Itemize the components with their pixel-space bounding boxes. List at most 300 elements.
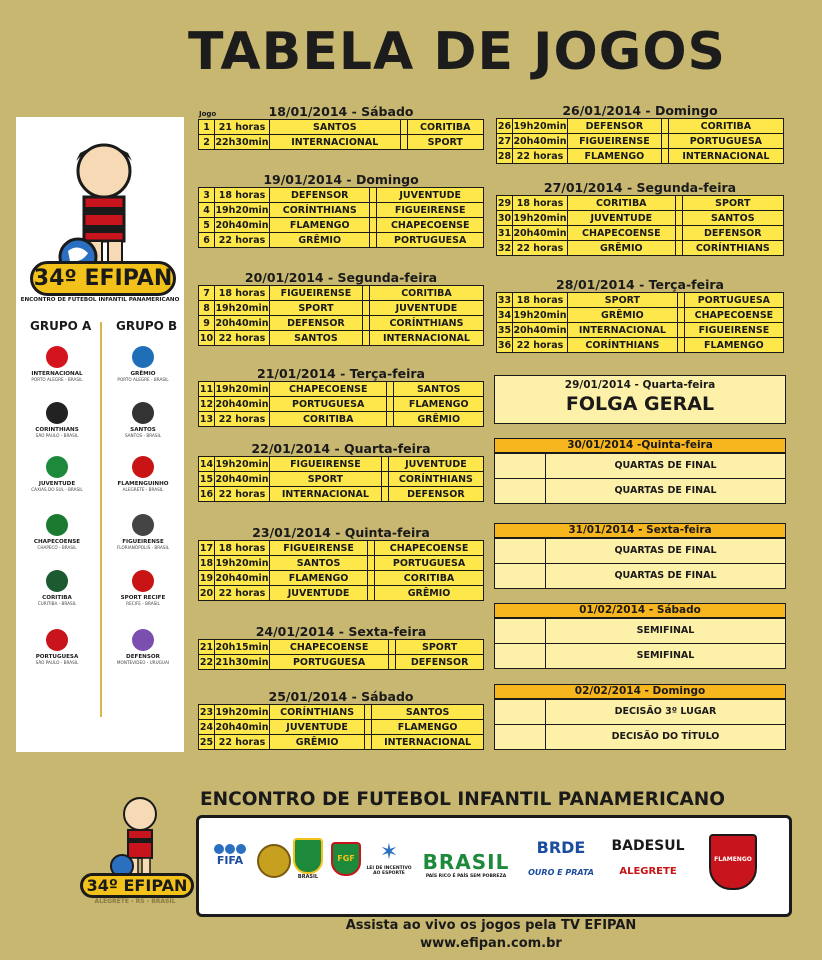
vs-spacer — [370, 188, 377, 203]
game-number: 11 — [199, 383, 214, 395]
phase-match-label: QUARTAS DE FINAL — [614, 545, 717, 556]
home-team: SANTOS — [270, 556, 368, 571]
game-row — [199, 301, 484, 316]
team-group-b-2 — [108, 456, 178, 492]
away-team: PORTUGUESA — [375, 556, 484, 571]
team-name: FIGUEIRENSE — [122, 539, 164, 545]
home-team: CORÍNTHIANS — [270, 203, 370, 218]
games-table — [496, 195, 784, 256]
game-time: 19h20min — [215, 204, 269, 216]
home-team: DEFENSOR — [568, 119, 662, 134]
away-team: JUVENTUDE — [377, 188, 484, 203]
phase-match-label: SEMIFINAL — [636, 625, 695, 636]
away-team: SANTOS — [372, 705, 484, 720]
game-number: 3 — [199, 188, 215, 203]
game-time: 18 horas — [215, 286, 270, 301]
match-day — [198, 104, 484, 150]
game-row — [199, 218, 484, 233]
match-day-title: 24/01/2014 - Sexta-feira — [255, 624, 427, 639]
lei-incentivo-logo: ✶ LEI DE INCENTIVO AO ESPORTE — [366, 840, 412, 876]
away-team: DEFENSOR — [388, 487, 483, 502]
game-number: 8 — [199, 301, 215, 316]
website-link[interactable]: www.efipan.com.br — [420, 936, 562, 951]
footer-title: ENCONTRO DE FUTEBOL INFANTIL PANAMERICANO — [200, 789, 726, 810]
game-number: 28 — [497, 150, 512, 162]
match-day-title: 20/01/2014 - Segunda-feira — [244, 270, 438, 285]
phase-match-row — [495, 618, 785, 643]
finals-phase — [494, 523, 786, 589]
phase-match-label: DECISÃO DO TÍTULO — [611, 731, 720, 742]
phase-match-number — [495, 700, 546, 724]
game-row — [497, 226, 784, 241]
team-group-a-2 — [22, 456, 92, 492]
vs-spacer — [675, 211, 682, 226]
team-group-b-0 — [108, 346, 178, 382]
home-team: FLAMENGO — [270, 571, 368, 586]
home-team: GRÊMIO — [270, 233, 370, 248]
phase-match-label: QUARTAS DE FINAL — [614, 570, 717, 581]
away-team: FLAMENGO — [372, 720, 484, 735]
game-number: 13 — [199, 413, 214, 425]
game-number: 33 — [497, 294, 512, 306]
games-table — [198, 639, 484, 670]
home-team: CORITIBA — [270, 412, 387, 427]
home-team: INTERNACIONAL — [270, 487, 382, 502]
team-location: RECIFE - BRASIL — [126, 601, 160, 606]
game-number: 17 — [199, 542, 214, 554]
game-time: 18 horas — [513, 293, 568, 308]
match-day — [496, 103, 784, 164]
away-team: PORTUGUESA — [668, 134, 783, 149]
game-time: 22 horas — [215, 233, 270, 248]
match-day-title: 26/01/2014 - Domingo — [562, 103, 718, 118]
game-time: 19h20min — [513, 212, 567, 224]
vs-spacer — [387, 382, 394, 397]
badesul-logo: BADESUL — [611, 838, 685, 854]
game-row — [199, 655, 484, 670]
game-number: 29 — [497, 197, 512, 209]
folga-box — [494, 375, 786, 424]
game-time: 22 horas — [513, 338, 568, 353]
home-team: FLAMENGO — [568, 149, 662, 164]
cbf-logo: BRASIL — [293, 838, 323, 880]
game-number: 19 — [199, 572, 214, 584]
away-team: SPORT — [407, 135, 483, 150]
team-location: CHAPECÓ - BRASIL — [37, 545, 77, 550]
game-row — [199, 541, 484, 556]
away-team: SANTOS — [394, 382, 484, 397]
home-team: FIGUEIRENSE — [270, 541, 368, 556]
match-day-title: 19/01/2014 - Domingo — [263, 172, 419, 187]
phase-match-row — [495, 699, 785, 724]
game-number: 23 — [199, 706, 214, 718]
game-number: 30 — [497, 212, 512, 224]
game-row — [199, 586, 484, 601]
vs-spacer — [381, 487, 388, 502]
game-number: 22 — [199, 656, 214, 668]
match-day-title: 25/01/2014 - Sábado — [268, 689, 414, 704]
game-time: 22 horas — [215, 412, 270, 427]
away-team: PORTUGUESA — [377, 233, 484, 248]
team-location: ALEGRETE - BRASIL — [122, 487, 164, 492]
away-team: FIGUEIRENSE — [684, 323, 783, 338]
game-time: 18 horas — [215, 541, 270, 556]
alegrete-logo: ALEGRETE — [619, 866, 677, 877]
game-time: 19h20min — [215, 706, 269, 718]
game-number: 10 — [199, 332, 214, 344]
match-day-title: 28/01/2014 - Terça-feira — [556, 277, 724, 292]
home-team: CHAPECOENSE — [568, 226, 676, 241]
game-time: 21 horas — [215, 120, 270, 135]
team-crest-icon — [46, 346, 68, 368]
game-row — [497, 134, 784, 149]
vs-spacer — [368, 571, 375, 586]
home-team: CORÍNTHIANS — [568, 338, 678, 353]
game-number: 14 — [199, 458, 214, 470]
vs-spacer — [677, 338, 684, 353]
phase-match-label: QUARTAS DE FINAL — [614, 460, 717, 471]
team-crest-icon — [132, 570, 154, 592]
vs-spacer — [362, 316, 369, 331]
game-time: 20h40min — [513, 227, 567, 239]
vs-spacer — [661, 149, 668, 164]
vs-spacer — [675, 226, 682, 241]
away-team: CORITIBA — [668, 119, 783, 134]
game-time: 21h30min — [215, 656, 269, 668]
team-name: GRÊMIO — [130, 371, 156, 377]
game-row — [199, 705, 484, 720]
game-number: 2 — [199, 135, 215, 150]
away-team: CHAPECOENSE — [375, 541, 484, 556]
folga-date: 29/01/2014 - Quarta-feira — [564, 379, 716, 391]
team-name: INTERNACIONAL — [31, 371, 83, 377]
away-team: CORITIBA — [407, 120, 483, 135]
game-number: 16 — [199, 488, 214, 500]
page-title: TABELA DE JOGOS — [188, 22, 726, 82]
group-divider — [100, 322, 102, 717]
phase-match-number — [495, 725, 546, 749]
finals-phase — [494, 684, 786, 750]
game-time: 19h20min — [215, 302, 269, 314]
phase-match-number — [495, 539, 546, 563]
games-table — [198, 381, 484, 427]
match-day-title: 22/01/2014 - Quarta-feira — [251, 441, 431, 456]
fgf-logo: FGF — [331, 842, 361, 876]
vs-spacer — [381, 457, 388, 472]
games-table — [496, 118, 784, 164]
match-day — [198, 624, 484, 670]
game-row — [199, 397, 484, 412]
vs-spacer — [368, 556, 375, 571]
home-team: DEFENSOR — [270, 316, 363, 331]
finals-phase — [494, 438, 786, 504]
away-team: INTERNACIONAL — [372, 735, 484, 750]
home-team: FIGUEIRENSE — [270, 457, 382, 472]
away-team: CORÍNTHIANS — [388, 472, 483, 487]
vs-spacer — [400, 120, 407, 135]
game-row — [199, 640, 484, 655]
phase-match-row — [495, 538, 785, 563]
game-time: 22 horas — [215, 735, 270, 750]
phase-match-label: SEMIFINAL — [636, 650, 695, 661]
sponsors-panel — [196, 815, 792, 917]
home-team: INTERNACIONAL — [270, 135, 401, 150]
vs-spacer — [365, 705, 372, 720]
team-name: JUVENTUDE — [38, 481, 76, 487]
team-crest-icon — [132, 514, 154, 536]
vs-spacer — [368, 586, 375, 601]
team-group-a-5 — [22, 629, 92, 665]
games-table — [198, 285, 484, 346]
game-row — [199, 120, 484, 135]
vs-spacer — [370, 203, 377, 218]
efipan-subtitle: ENCONTRO DE FUTEBOL INFANTIL PANAMERICANO — [20, 297, 180, 303]
vs-spacer — [400, 135, 407, 150]
game-time: 20h40min — [215, 219, 269, 231]
vs-spacer — [381, 472, 388, 487]
game-row — [497, 308, 784, 323]
game-number: 15 — [199, 473, 214, 485]
away-team: CHAPECOENSE — [684, 308, 783, 323]
team-group-b-3 — [108, 514, 178, 550]
team-group-a-1 — [22, 402, 92, 438]
group-a-label: GRUPO A — [30, 319, 92, 333]
game-number: 31 — [497, 227, 512, 239]
team-name: PORTUGUESA — [35, 654, 79, 660]
home-team: GRÊMIO — [568, 308, 678, 323]
group-b-label: GRUPO B — [116, 319, 178, 333]
game-row — [497, 293, 784, 308]
games-table — [198, 704, 484, 750]
home-team: SANTOS — [270, 120, 401, 135]
away-team: JUVENTUDE — [388, 457, 483, 472]
away-team: SPORT — [396, 640, 484, 655]
game-number: 36 — [497, 339, 512, 351]
home-team: FIGUEIRENSE — [270, 286, 363, 301]
game-row — [199, 457, 484, 472]
match-day — [198, 366, 484, 427]
team-crest-icon — [46, 629, 68, 651]
watch-text: Assista ao vivo os jogos pela TV EFIPAN — [345, 918, 637, 933]
team-name: DEFENSOR — [126, 654, 160, 660]
match-day-title: 23/01/2014 - Quinta-feira — [252, 525, 430, 540]
game-row — [199, 382, 484, 397]
folga-text: FOLGA GERAL — [565, 393, 715, 415]
game-row — [199, 331, 484, 346]
team-name: CORITIBA — [42, 595, 72, 601]
match-day — [198, 270, 484, 346]
away-team: CORITIBA — [375, 571, 484, 586]
vs-spacer — [677, 308, 684, 323]
away-team: FIGUEIRENSE — [377, 203, 484, 218]
match-day-title: 21/01/2014 - Terça-feira — [257, 366, 425, 381]
game-time: 18 horas — [513, 196, 568, 211]
game-time: 20h40min — [513, 324, 567, 336]
game-number: 35 — [497, 324, 512, 336]
away-team: CORÍNTHIANS — [682, 241, 783, 256]
game-time: 22h30min — [215, 136, 269, 148]
away-team: FLAMENGO — [684, 338, 783, 353]
team-crest-icon — [46, 402, 68, 424]
match-day — [198, 525, 484, 601]
team-group-a-4 — [22, 570, 92, 606]
home-team: CHAPECOENSE — [270, 382, 387, 397]
game-time: 20h40min — [215, 317, 269, 329]
vs-spacer — [368, 541, 375, 556]
brasil-gov-logo: BRASIL PAÍS RICO É PAÍS SEM POBREZA — [422, 850, 510, 879]
game-row — [497, 119, 784, 134]
match-day-title: 18/01/2014 - Sábado — [268, 104, 414, 119]
home-team: SPORT — [568, 293, 678, 308]
home-team: SPORT — [270, 301, 363, 316]
team-crest-icon — [46, 456, 68, 478]
ouro-e-prata-logo: OURO E PRATA — [528, 868, 594, 877]
away-team: GRÊMIO — [375, 586, 484, 601]
game-time: 19h20min — [215, 557, 269, 569]
match-day — [198, 441, 484, 502]
phase-match-row — [495, 724, 785, 749]
home-team: JUVENTUDE — [568, 211, 676, 226]
vs-spacer — [661, 134, 668, 149]
footer-efipan-logo: 34º EFIPAN — [80, 873, 194, 898]
vs-spacer — [365, 735, 372, 750]
game-number: 32 — [497, 242, 512, 254]
team-crest-icon — [132, 629, 154, 651]
game-number: 4 — [199, 203, 215, 218]
phase-match-number — [495, 644, 546, 668]
sidebar-groups — [16, 117, 184, 752]
home-team: PORTUGUESA — [270, 655, 389, 670]
away-team: CORÍNTHIANS — [369, 316, 483, 331]
home-team: SPORT — [270, 472, 382, 487]
game-number: 6 — [199, 233, 215, 248]
game-time: 22 horas — [215, 487, 270, 502]
home-team: CORITIBA — [568, 196, 676, 211]
game-row — [497, 196, 784, 211]
fifa-logo: FIFA — [211, 844, 249, 867]
games-table — [198, 540, 484, 601]
phase-match-row — [495, 643, 785, 668]
game-row — [199, 571, 484, 586]
game-time: 20h40min — [215, 721, 269, 733]
game-row — [199, 472, 484, 487]
efipan-logo: 34º EFIPAN — [30, 261, 176, 296]
away-team: FLAMENGO — [394, 397, 484, 412]
team-group-b-5 — [108, 629, 178, 665]
games-table — [198, 456, 484, 502]
phase-match-row — [495, 453, 785, 478]
game-time: 20h40min — [513, 135, 567, 147]
conmebol-logo — [257, 844, 291, 878]
game-number: 24 — [199, 721, 214, 733]
away-team: DEFENSOR — [682, 226, 783, 241]
game-time: 22 horas — [215, 331, 270, 346]
home-team: CORÍNTHIANS — [270, 705, 365, 720]
home-team: JUVENTUDE — [270, 586, 368, 601]
away-team: DEFENSOR — [396, 655, 484, 670]
team-location: CURITIBA - BRASIL — [37, 601, 77, 606]
home-team: GRÊMIO — [568, 241, 676, 256]
match-day — [496, 277, 784, 353]
game-number: 21 — [199, 641, 214, 653]
home-team: JUVENTUDE — [270, 720, 365, 735]
game-time: 20h15min — [215, 641, 269, 653]
away-team: PORTUGUESA — [684, 293, 783, 308]
phase-title: 31/01/2014 - Sexta-feira — [495, 524, 785, 538]
game-number: 34 — [497, 309, 512, 321]
vs-spacer — [677, 323, 684, 338]
game-row — [497, 241, 784, 256]
game-row — [199, 556, 484, 571]
game-row — [199, 735, 484, 750]
phase-match-label: QUARTAS DE FINAL — [614, 485, 717, 496]
team-location: CAXIAS DO SUL - BRASIL — [31, 487, 83, 492]
home-team: INTERNACIONAL — [568, 323, 678, 338]
team-name: FLAMENGUINHO — [117, 481, 169, 487]
game-row — [199, 233, 484, 248]
game-number: 25 — [199, 736, 214, 748]
away-team: GRÊMIO — [394, 412, 484, 427]
game-number: 20 — [199, 587, 214, 599]
game-row — [199, 487, 484, 502]
game-time: 19h20min — [215, 458, 269, 470]
phase-title: 01/02/2014 - Sábado — [495, 604, 785, 618]
away-team: SANTOS — [682, 211, 783, 226]
phase-match-label: DECISÃO 3º LUGAR — [614, 706, 717, 717]
team-location: PORTO ALEGRE - BRASIL — [117, 377, 169, 382]
vs-spacer — [387, 412, 394, 427]
vs-spacer — [362, 331, 369, 346]
team-name: SPORT RECIFE — [120, 595, 166, 601]
home-team: SANTOS — [270, 331, 363, 346]
game-row — [199, 316, 484, 331]
team-group-b-1 — [108, 402, 178, 438]
game-time: 22 horas — [215, 586, 270, 601]
match-day — [496, 180, 784, 256]
game-row — [497, 323, 784, 338]
game-time: 22 horas — [513, 149, 568, 164]
home-team: DEFENSOR — [270, 188, 370, 203]
vs-spacer — [365, 720, 372, 735]
team-crest-icon — [46, 514, 68, 536]
vs-spacer — [677, 293, 684, 308]
game-time: 20h40min — [215, 473, 269, 485]
match-day — [198, 689, 484, 750]
team-name: SANTOS — [130, 427, 156, 433]
vs-spacer — [362, 301, 369, 316]
team-location: PORTO ALEGRE - BRASIL — [31, 377, 83, 382]
game-number: 7 — [199, 286, 215, 301]
game-row — [199, 135, 484, 150]
game-row — [497, 149, 784, 164]
home-team: FIGUEIRENSE — [568, 134, 662, 149]
jogo-column-label: Jogo — [199, 110, 217, 118]
team-location: MONTEVIDEO - URUGUAI — [116, 660, 170, 665]
vs-spacer — [370, 218, 377, 233]
game-row — [497, 211, 784, 226]
vs-spacer — [389, 655, 396, 670]
game-number: 9 — [199, 316, 215, 331]
vs-spacer — [675, 241, 682, 256]
home-team: PORTUGUESA — [270, 397, 387, 412]
game-row — [497, 338, 784, 353]
match-day — [198, 172, 484, 248]
match-day-title: 27/01/2014 - Segunda-feira — [543, 180, 737, 195]
game-number: 18 — [199, 557, 214, 569]
game-number: 26 — [497, 120, 512, 132]
game-time: 20h40min — [215, 398, 269, 410]
phase-title: 30/01/2014 -Quinta-feira — [495, 439, 785, 453]
